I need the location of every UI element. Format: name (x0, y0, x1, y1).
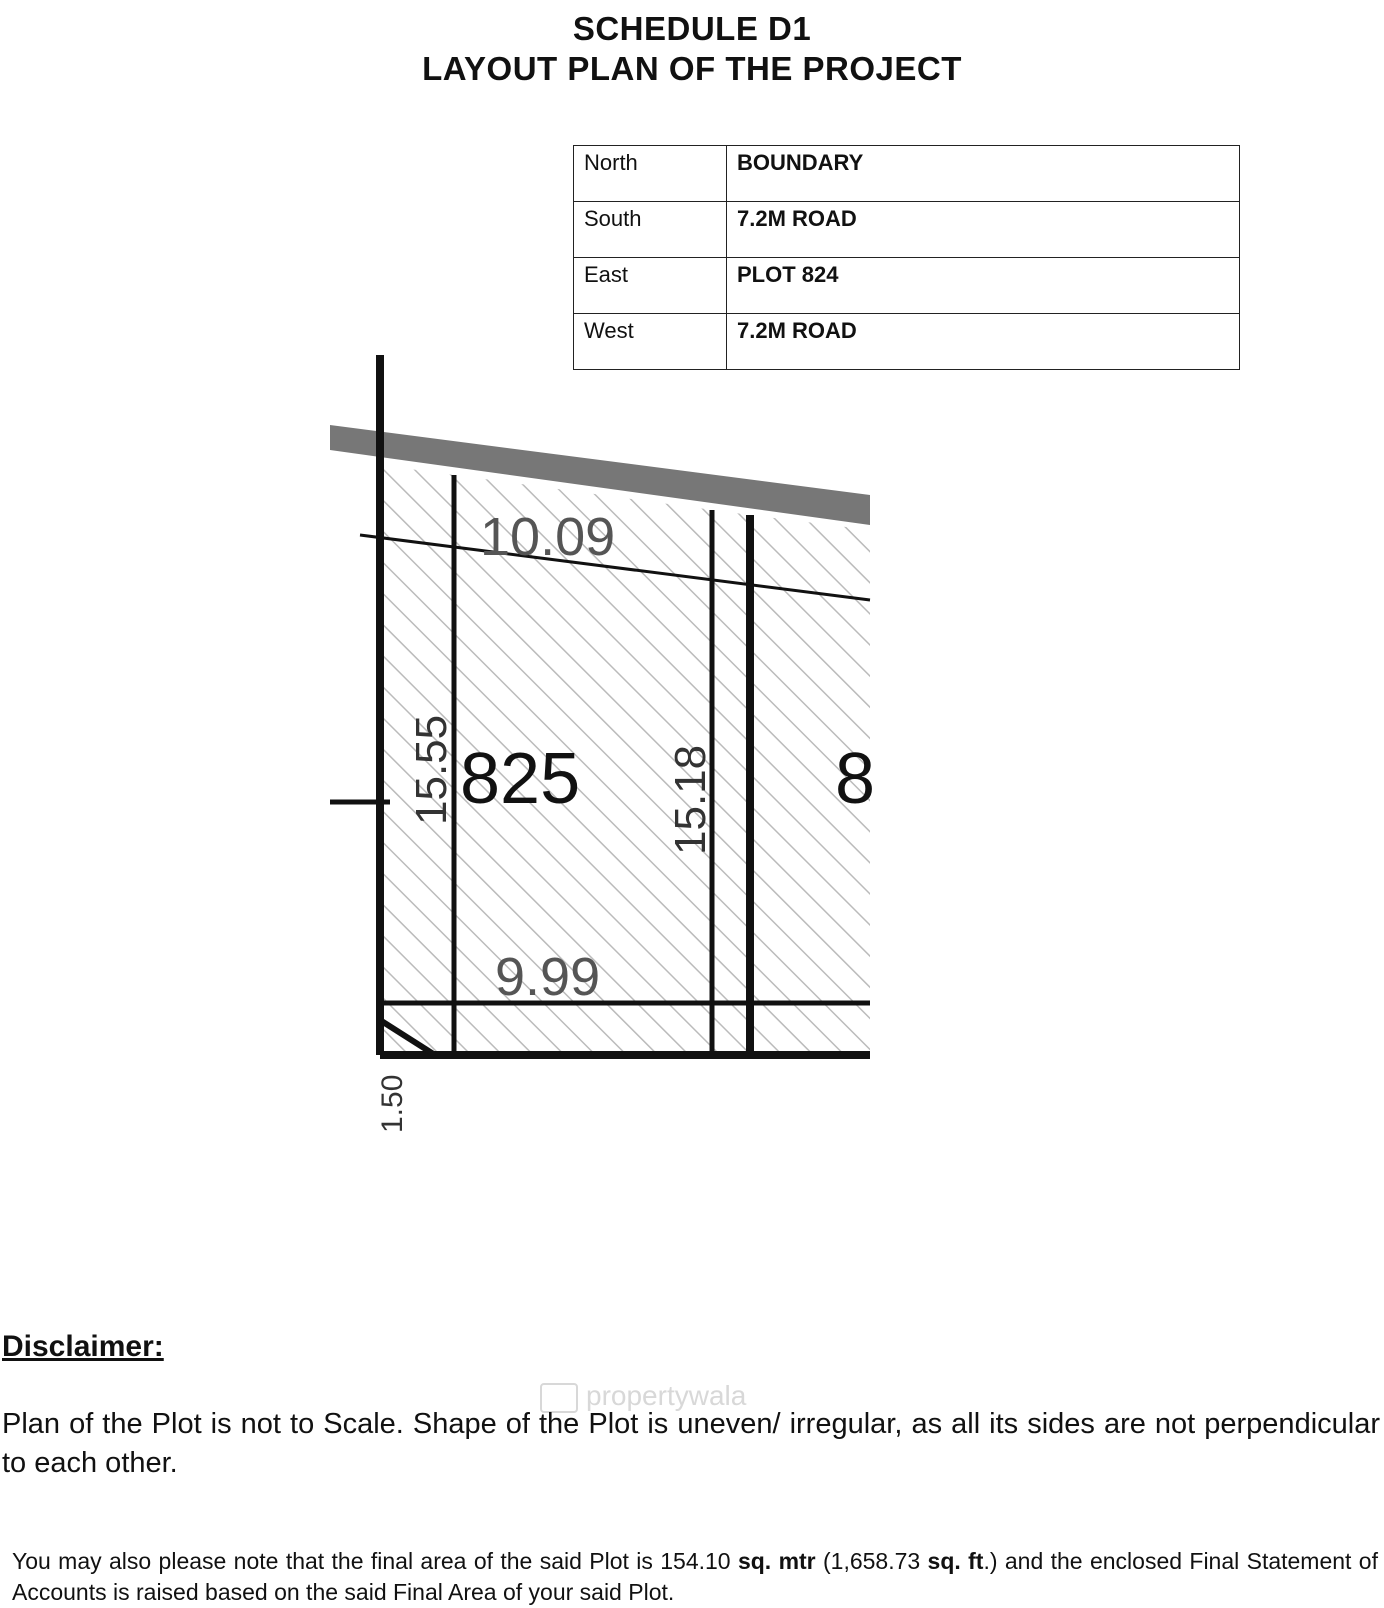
boundary-table (573, 145, 1240, 370)
disclaimer-heading: Disclaimer: (2, 1330, 164, 1363)
bottom-dimension-label: 9.99 (495, 947, 601, 1007)
table-row (574, 202, 1240, 258)
plot-number-label: 825 (460, 739, 581, 819)
boundary-value-cell: BOUNDARY (727, 146, 1240, 202)
watermark-text: propertywala (586, 1380, 747, 1411)
adjacent-plot-label: 8 (835, 739, 876, 819)
unit-sq-mtr: sq. mtr (737, 1548, 816, 1574)
left-dimension-label: 15.55 (407, 714, 456, 825)
page-title: LAYOUT PLAN OF THE PROJECT (422, 50, 962, 87)
note-text: .) and the enclosed Final Statement of Accounts is raised based on the said Final Area of your said Plot. (12, 1548, 1378, 1605)
note-text: (1,658.73 (815, 1548, 928, 1574)
boundary-value-cell: 7.2M ROAD (727, 314, 1240, 370)
unit-sq-ft: sq. ft (927, 1548, 984, 1574)
table-row (574, 146, 1240, 202)
plot-layout-plan (330, 355, 876, 1145)
direction-cell: North (574, 146, 727, 202)
direction-cell: East (574, 258, 727, 314)
table-row (574, 258, 1240, 314)
boundary-value-cell: 7.2M ROAD (727, 202, 1240, 258)
note-text: You may also please note that the final area of the said Plot is 154.10 (12, 1548, 738, 1574)
direction-cell: South (574, 202, 727, 258)
top-dimension-label: 10.09 (480, 507, 616, 567)
disclaimer-text: Plan of the Plot is not to Scale. Shape of the Plot is uneven/ irregular, as all its sides are not perpendicular to each other. (2, 1408, 1380, 1479)
corner-dimension-label: 1.50 (376, 1074, 409, 1133)
schedule-title: SCHEDULE D1 (572, 10, 812, 47)
direction-cell: West (574, 314, 727, 370)
area-note (12, 1546, 1378, 1608)
boundary-value-cell: PLOT 824 (727, 258, 1240, 314)
right-dimension-label: 15.18 (666, 744, 715, 855)
